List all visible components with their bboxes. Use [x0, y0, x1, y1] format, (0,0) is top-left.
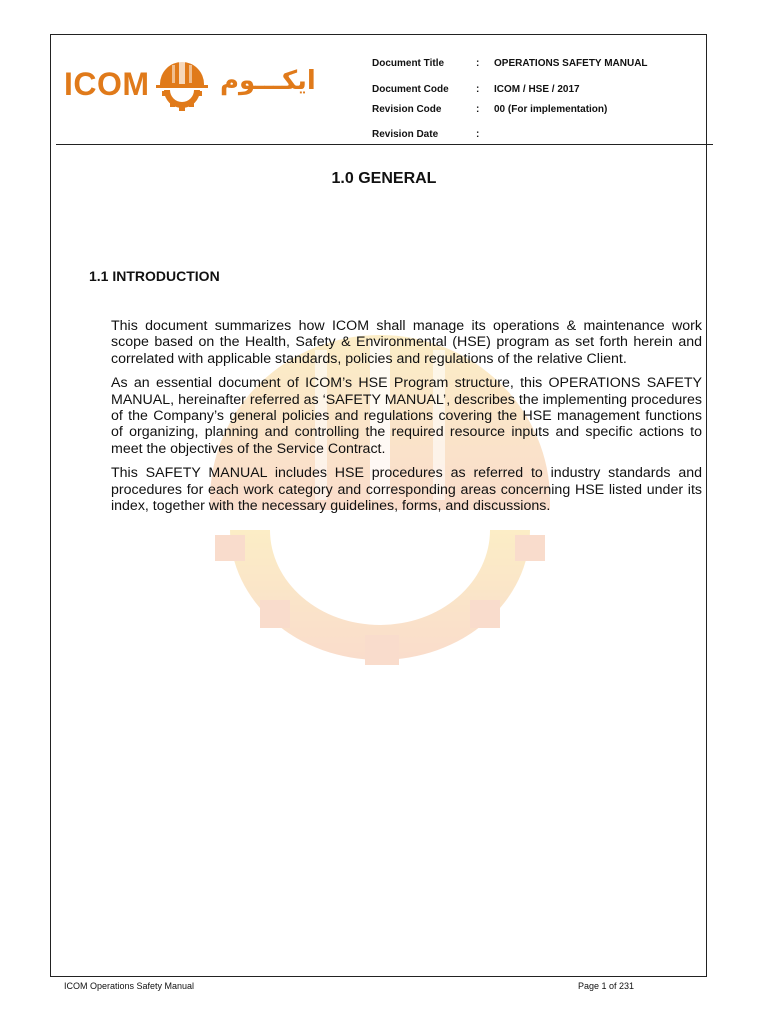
meta-label: Document Title	[372, 58, 445, 69]
meta-separator: :	[476, 84, 480, 95]
paragraph: This SAFETY MANUAL includes HSE procedures as referred to industry standards and procedures for each work category and corresponding areas concerning HSE listed under its index, together with the necessary guidelines, forms, and discussions.	[111, 465, 702, 515]
gear-helmet-icon	[152, 54, 212, 112]
meta-label: Document Code	[372, 84, 449, 95]
meta-separator: :	[476, 129, 480, 140]
body-text	[111, 318, 702, 522]
header-divider	[56, 144, 713, 145]
paragraph: This document summarizes how ICOM shall manage its operations & maintenance work scope based on the Health, Safety & Environmental (HSE) program as set forth herein and correlated with applicable standards, policies and regulations of the relative Client.	[111, 318, 702, 367]
meta-label: Revision Code	[372, 104, 442, 115]
logo-text-english: ICOM	[64, 66, 150, 102]
subsection-title: 1.1 INTRODUCTION	[89, 268, 220, 284]
meta-separator: :	[476, 58, 480, 69]
logo-text-arabic: ايكـــوم	[220, 66, 316, 96]
meta-value: 00 (For implementation)	[494, 104, 608, 115]
paragraph: As an essential document of ICOM’s HSE Program structure, this OPERATIONS SAFETY MANUAL, hereinafter referred as ‘SAFETY MANUAL’, describes the implementing procedures of the Company’s general policies and regulations covering the HSE management functions of organizing, planning and controlling the required resource inputs and specific actions to meet the objectives of the Service Contract.	[111, 375, 702, 457]
company-logo	[64, 52, 324, 112]
footer-page-number: Page 1 of 231	[578, 981, 635, 991]
meta-value: ICOM / HSE / 2017	[494, 84, 580, 95]
meta-label: Revision Date	[372, 129, 439, 140]
footer-document-name: ICOM Operations Safety Manual	[64, 981, 195, 991]
meta-separator: :	[476, 104, 480, 115]
meta-value: OPERATIONS SAFETY MANUAL	[494, 58, 648, 69]
section-title: 1.0 GENERAL	[331, 170, 437, 187]
